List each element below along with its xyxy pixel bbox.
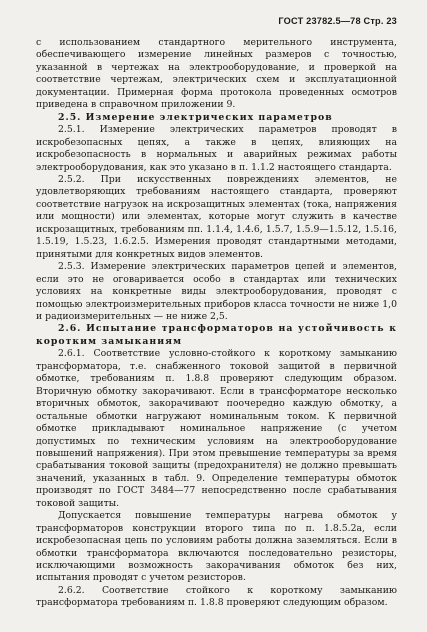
paragraph: 2.5.3. Измерение электрических параметров цепей и элементов, если это не оговаривается особо в стандартах или технических условиях на конкретные виды электрооборудования, проводят с помощью электроизмерительных приборов класса точности не ниже 1,0 и радиоизмерительных — не ниже 2,5.	[36, 261, 397, 322]
paragraph: 2.5.2. При искусственных повреждениях элементов, не удовлетворяющих требованиям настоящего стандарта, проверяют соответствие нагрузок на искрозащитных элементах (тока, напряжения или мощности) или элементах, которые могут служить в качестве искрозащитных, требованиям пп. 1.1.4, 1.4.6, 1.5.7, 1.5.9—1.5.12, 1.5.16, 1.5.19, 1.5.23, 1.6.2.5. Измерения проводят стандартными методами, принятыми для конкретных видов элементов.	[36, 173, 397, 260]
paragraph: Допускается повышение температуры нагрева обмоток у трансформаторов конструкции второго типа по п. 1.8.5.2а, если искробезопасная цепь по условиям работы должна заземляться. Если в обмотки трансформатора включаются последовательно резисторы, исключающими возможность закорачивания обмоток без них, испытания проводят с учетом резисторов.	[36, 510, 397, 584]
section-heading: 2.6. Испытание трансформаторов на устойчивость к коротким замыканиям	[36, 323, 397, 347]
document-body	[36, 37, 397, 610]
paragraph: с использованием стандартного мерительного инструмента, обеспечивающего измерение линейных размеров с точностью, указанной в чертежах на электрооборудование, и проверкой на соответствие чертежам, электрических схем и эксплуатационной документации. Примерная форма протокола проведенных осмотров приведена в справочном приложении 9.	[36, 37, 397, 111]
paragraph: 2.6.2. Соответствие стойкого к короткому замыканию трансформатора требованиям п. 1.8.8 проверяют следующим образом.	[36, 584, 397, 609]
paragraph: 2.5.1. Измерение электрических параметров проводят в искробезопасных цепях, а также в цепях, влияющих на искробезопасность в нормальных и аварийных режимах работы электрооборудования, как это указано в п. 1.1.2 настоящего стандарта.	[36, 124, 397, 173]
paragraph: 2.6.1. Соответствие условно-стойкого к короткому замыканию трансформатора, т.е. снабженного токовой защитой в первичной обмотке, требованиям п. 1.8.8 проверяют следующим образом. Вторичную обмотку закорачивают. Если в трансформаторе несколько вторичных обмоток, закорачивают поочередно каждую обмотку, а остальные обмотки нагружают номинальным током. К первичной обмотке прикладывают номинальное напряжение (с учетом допустимых по техническим условиям на электрооборудование повышений напряжения). При этом превышение температуры за время срабатывания токовой защиты (предохранителя) не должно превышать значений, указанных в табл. 9. Определение температуры обмоток производят по ГОСТ 3484—77 непосредственно после срабатывания токовой защиты.	[36, 348, 397, 509]
section-heading: 2.5. Измерение электрических параметров	[58, 111, 333, 123]
page-header: ГОСТ 23782.5—78 Стр. 23	[278, 16, 397, 26]
